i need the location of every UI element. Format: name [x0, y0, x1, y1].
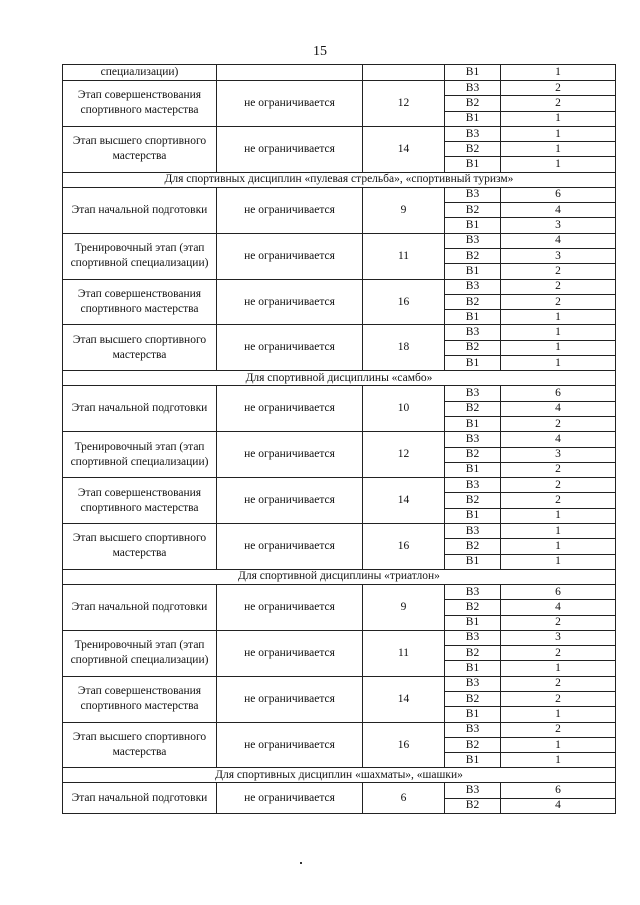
page-number: 15 — [313, 44, 327, 59]
table-row — [63, 524, 616, 539]
level-code-cell: В1 — [445, 264, 501, 279]
level-code-cell: В3 — [445, 81, 501, 96]
level-code-cell: В3 — [445, 126, 501, 141]
level-code-cell: В2 — [445, 96, 501, 111]
level-code-cell: В2 — [445, 539, 501, 554]
level-code-cell: В2 — [445, 447, 501, 462]
stage-cell: Этап высшего спортивного мастерства — [63, 524, 217, 570]
level-count-cell: 4 — [501, 432, 616, 447]
level-count-cell: 4 — [501, 203, 616, 218]
level-code-cell: В3 — [445, 722, 501, 737]
table-row — [63, 279, 616, 294]
age-cell: 16 — [363, 279, 445, 325]
level-code-cell: В1 — [445, 218, 501, 233]
section-header-row — [63, 371, 616, 386]
stage-cell: Этап совершенствования спортивного мастерства — [63, 81, 217, 127]
footer-mark — [300, 862, 302, 864]
level-count-cell: 2 — [501, 478, 616, 493]
level-count-cell: 1 — [501, 524, 616, 539]
stage-cell: Этап высшего спортивного мастерства — [63, 325, 217, 371]
stage-cell: Этап начальной подготовки — [63, 584, 217, 630]
age-cell: 14 — [363, 126, 445, 172]
table-row — [63, 386, 616, 401]
level-count-cell: 2 — [501, 462, 616, 477]
level-count-cell: 2 — [501, 493, 616, 508]
level-count-cell: 2 — [501, 646, 616, 661]
level-code-cell: В2 — [445, 142, 501, 157]
level-count-cell: 2 — [501, 676, 616, 691]
level-code-cell: В1 — [445, 65, 501, 81]
term-cell: не ограничивается — [217, 524, 363, 570]
level-count-cell: 1 — [501, 753, 616, 768]
term-cell: не ограничивается — [217, 783, 363, 814]
age-cell: 18 — [363, 325, 445, 371]
level-count-cell: 1 — [501, 111, 616, 126]
term-cell: не ограничивается — [217, 630, 363, 676]
level-count-cell: 4 — [501, 798, 616, 813]
term-cell: не ограничивается — [217, 386, 363, 432]
section-title: Для спортивных дисциплин «пулевая стрельба», «спортивный туризм» — [63, 172, 616, 187]
table-row — [63, 676, 616, 691]
level-count-cell: 1 — [501, 661, 616, 676]
stage-cell: Этап начальной подготовки — [63, 187, 217, 233]
age-cell: 12 — [363, 432, 445, 478]
level-code-cell: В1 — [445, 416, 501, 431]
level-code-cell: В2 — [445, 737, 501, 752]
section-title: Для спортивной дисциплины «самбо» — [63, 371, 616, 386]
age-cell: 16 — [363, 722, 445, 768]
table-row — [63, 126, 616, 141]
sports-ranks-table — [62, 64, 616, 814]
age-cell: 14 — [363, 676, 445, 722]
level-count-cell: 2 — [501, 81, 616, 96]
level-count-cell: 1 — [501, 65, 616, 81]
level-code-cell: В1 — [445, 707, 501, 722]
age-cell: 16 — [363, 524, 445, 570]
section-header-row — [63, 172, 616, 187]
level-count-cell: 1 — [501, 340, 616, 355]
section-title: Для спортивной дисциплины «триатлон» — [63, 569, 616, 584]
table-row — [63, 630, 616, 645]
stage-cell: Тренировочный этап (этап спортивной специализации) — [63, 630, 217, 676]
level-code-cell: В3 — [445, 783, 501, 798]
table-row — [63, 584, 616, 599]
stage-cell: Этап высшего спортивного мастерства — [63, 126, 217, 172]
section-header-row — [63, 569, 616, 584]
table-row — [63, 722, 616, 737]
stage-cell: Этап высшего спортивного мастерства — [63, 722, 217, 768]
level-code-cell: В3 — [445, 386, 501, 401]
term-cell — [217, 65, 363, 81]
level-code-cell: В1 — [445, 554, 501, 569]
level-count-cell: 2 — [501, 279, 616, 294]
level-code-cell: В1 — [445, 310, 501, 325]
stage-cell: специализации) — [63, 65, 217, 81]
table-row — [63, 65, 616, 81]
age-cell: 11 — [363, 233, 445, 279]
level-code-cell: В2 — [445, 493, 501, 508]
level-code-cell: В2 — [445, 798, 501, 813]
level-count-cell: 2 — [501, 691, 616, 706]
section-title: Для спортивных дисциплин «шахматы», «шашки» — [63, 768, 616, 783]
table-row — [63, 783, 616, 798]
level-count-cell: 4 — [501, 233, 616, 248]
level-code-cell: В3 — [445, 524, 501, 539]
age-cell: 14 — [363, 478, 445, 524]
level-code-cell: В2 — [445, 248, 501, 263]
term-cell: не ограничивается — [217, 478, 363, 524]
age-cell: 11 — [363, 630, 445, 676]
level-code-cell: В2 — [445, 646, 501, 661]
age-cell: 6 — [363, 783, 445, 814]
level-code-cell: В3 — [445, 187, 501, 202]
term-cell: не ограничивается — [217, 126, 363, 172]
table-row — [63, 325, 616, 340]
level-count-cell: 1 — [501, 737, 616, 752]
table-row — [63, 432, 616, 447]
level-code-cell: В3 — [445, 279, 501, 294]
term-cell: не ограничивается — [217, 187, 363, 233]
level-count-cell: 1 — [501, 325, 616, 340]
stage-cell: Этап начальной подготовки — [63, 386, 217, 432]
level-code-cell: В2 — [445, 294, 501, 309]
level-count-cell: 3 — [501, 218, 616, 233]
level-count-cell: 1 — [501, 126, 616, 141]
level-count-cell: 1 — [501, 142, 616, 157]
level-code-cell: В1 — [445, 661, 501, 676]
level-code-cell: В2 — [445, 401, 501, 416]
level-count-cell: 2 — [501, 722, 616, 737]
level-count-cell: 3 — [501, 248, 616, 263]
level-count-cell: 1 — [501, 310, 616, 325]
level-count-cell: 2 — [501, 294, 616, 309]
level-code-cell: В1 — [445, 508, 501, 523]
term-cell: не ограничивается — [217, 325, 363, 371]
table-row — [63, 187, 616, 202]
level-count-cell: 2 — [501, 264, 616, 279]
level-code-cell: В1 — [445, 157, 501, 172]
level-count-cell: 4 — [501, 401, 616, 416]
table-row — [63, 81, 616, 96]
level-count-cell: 6 — [501, 386, 616, 401]
level-code-cell: В3 — [445, 676, 501, 691]
term-cell: не ограничивается — [217, 279, 363, 325]
level-code-cell: В3 — [445, 584, 501, 599]
level-count-cell: 3 — [501, 630, 616, 645]
table-row — [63, 478, 616, 493]
level-count-cell: 2 — [501, 416, 616, 431]
term-cell: не ограничивается — [217, 432, 363, 478]
age-cell: 9 — [363, 584, 445, 630]
level-code-cell: В3 — [445, 233, 501, 248]
level-count-cell: 1 — [501, 508, 616, 523]
level-code-cell: В3 — [445, 325, 501, 340]
stage-cell: Этап начальной подготовки — [63, 783, 217, 814]
term-cell: не ограничивается — [217, 676, 363, 722]
level-code-cell: В2 — [445, 691, 501, 706]
stage-cell: Этап совершенствования спортивного мастерства — [63, 279, 217, 325]
level-code-cell: В3 — [445, 432, 501, 447]
level-count-cell: 3 — [501, 447, 616, 462]
level-count-cell: 2 — [501, 615, 616, 630]
age-cell: 10 — [363, 386, 445, 432]
table-row — [63, 233, 616, 248]
level-count-cell: 6 — [501, 783, 616, 798]
level-count-cell: 1 — [501, 707, 616, 722]
level-count-cell: 4 — [501, 600, 616, 615]
stage-cell: Этап совершенствования спортивного мастерства — [63, 676, 217, 722]
term-cell: не ограничивается — [217, 233, 363, 279]
table-body — [63, 65, 616, 814]
level-code-cell: В1 — [445, 615, 501, 630]
age-cell — [363, 65, 445, 81]
level-code-cell: В2 — [445, 203, 501, 218]
level-count-cell: 1 — [501, 157, 616, 172]
term-cell: не ограничивается — [217, 81, 363, 127]
level-code-cell: В2 — [445, 340, 501, 355]
level-code-cell: В1 — [445, 111, 501, 126]
level-code-cell: В3 — [445, 478, 501, 493]
section-header-row — [63, 768, 616, 783]
level-code-cell: В1 — [445, 462, 501, 477]
stage-cell: Тренировочный этап (этап спортивной специализации) — [63, 233, 217, 279]
age-cell: 12 — [363, 81, 445, 127]
term-cell: не ограничивается — [217, 584, 363, 630]
level-code-cell: В1 — [445, 356, 501, 371]
level-count-cell: 6 — [501, 584, 616, 599]
level-count-cell: 2 — [501, 96, 616, 111]
age-cell: 9 — [363, 187, 445, 233]
stage-cell: Этап совершенствования спортивного мастерства — [63, 478, 217, 524]
level-count-cell: 1 — [501, 554, 616, 569]
level-code-cell: В2 — [445, 600, 501, 615]
level-count-cell: 1 — [501, 539, 616, 554]
level-code-cell: В3 — [445, 630, 501, 645]
term-cell: не ограничивается — [217, 722, 363, 768]
level-code-cell: В1 — [445, 753, 501, 768]
stage-cell: Тренировочный этап (этап спортивной специализации) — [63, 432, 217, 478]
level-count-cell: 1 — [501, 356, 616, 371]
level-count-cell: 6 — [501, 187, 616, 202]
